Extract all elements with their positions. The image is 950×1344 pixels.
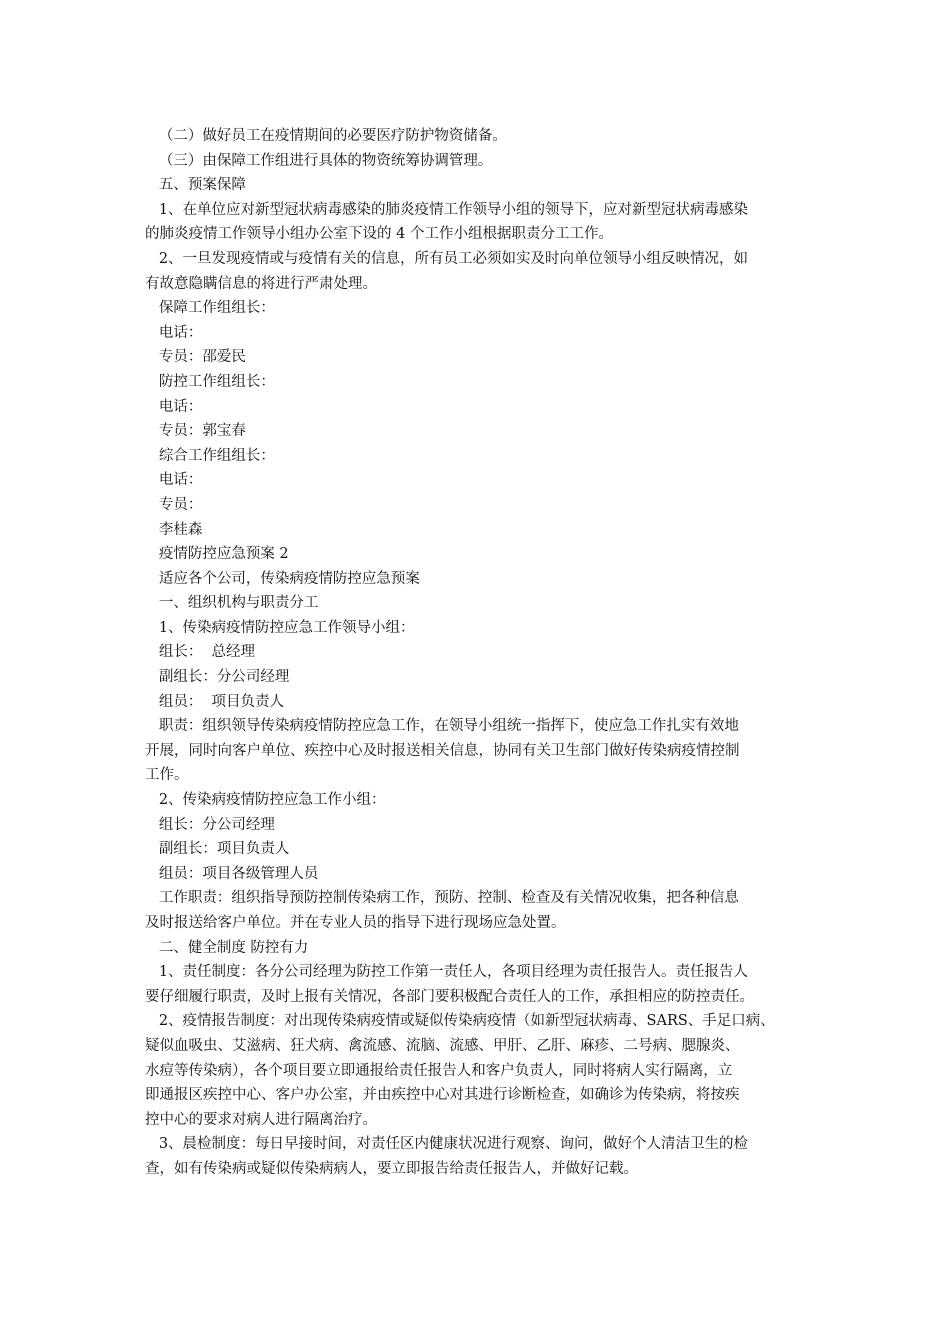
- text-line: 2、传染病疫情防控应急工作小组：: [145, 792, 386, 809]
- text-line: 查，如有传染病或疑似传染病病人，要立即报告给责任报告人，并做好记载。: [145, 1160, 638, 1177]
- text-line: 疑似血吸虫、艾滋病、狂犬病、禽流感、流脑、流感、甲肝、乙肝、麻疹、二号病、腮腺炎、: [145, 1037, 740, 1054]
- text-line: 工作。: [145, 767, 189, 784]
- section-heading: 二、健全制度 防控有力: [145, 939, 309, 956]
- text-line: 电话：: [145, 324, 203, 341]
- text-line: 及时报送给客户单位。并在专业人员的指导下进行现场应急处置。: [145, 915, 566, 931]
- text-line: 有故意隐瞒信息的将进行严肃处理。: [145, 275, 377, 292]
- text-line: 1、传染病疫情防控应急工作领导小组：: [145, 619, 415, 636]
- text-line: 1、责任制度：各分公司经理为防控工作第一责任人，各项目经理为责任报告人。责任报告人: [145, 964, 749, 981]
- text-line: 2、疫情报告制度：对出现传染病疫情或疑似传染病疫情（如新型冠状病毒、SARS、手足口病、: [145, 1013, 775, 1030]
- text-line: 李桂森: [145, 521, 203, 538]
- text-line: 3、晨检制度：每日早接时间，对责任区内健康状况进行观察、询问，做好个人清洁卫生的检: [145, 1136, 749, 1153]
- section-heading: 五、预案保障: [145, 177, 246, 194]
- text-line: 2、一旦发现疫情或与疫情有关的信息，所有员工必须如实及时向单位领导小组反映情况，如: [145, 250, 749, 267]
- text-line: 水痘等传染病），各个项目要立即通报给责任报告人和客户负责人，同时将病人实行隔离，立: [145, 1062, 733, 1079]
- text-line: 职责：组织领导传染病疫情防控应急工作，在领导小组统一指挥下，使应急工作扎实有效地: [145, 718, 739, 735]
- text-line: 即通报区疾控中心、客户办公室，并由疾控中心对其进行诊断检查，如确诊为传染病，将按疾: [145, 1087, 740, 1104]
- text-line: 工作职责：组织指导预防控制传染病工作，预防、控制、检查及有关情况收集，把各种信息: [145, 890, 739, 907]
- text-line: 电话：: [145, 398, 203, 415]
- text-line: 专员：邵爱民: [145, 349, 246, 366]
- document-body: [145, 124, 815, 1182]
- text-line: 副组长：分公司经理: [145, 669, 290, 686]
- text-line: 的肺炎疫情工作领导小组办公室下设的 4 个工作小组根据职责分工工作。: [145, 226, 613, 243]
- text-line: 1、在单位应对新型冠状病毒感染的肺炎疫情工作领导小组的领导下，应对新型冠状病毒感染: [145, 201, 749, 218]
- text-line: 保障工作组组长：: [145, 300, 275, 317]
- text-line: 组员：项目各级管理人员: [145, 865, 319, 882]
- text-line: （三）由保障工作组进行具体的物资统筹协调管理。: [145, 152, 493, 169]
- text-line: 防控工作组组长：: [145, 373, 275, 390]
- text-line: （二）做好员工在疫情期间的必要医疗防护物资储备。: [145, 128, 507, 144]
- document-title: 疫情防控应急预案 2: [145, 546, 289, 563]
- text-line: 电话：: [145, 472, 203, 489]
- text-line: 适应各个公司，传染病疫情防控应急预案: [145, 570, 420, 587]
- text-line: 专员：: [145, 496, 203, 513]
- text-line: 综合工作组组长：: [145, 447, 275, 464]
- text-line: 组长： 总经理: [145, 644, 256, 661]
- text-line: 副组长：项目负责人: [145, 841, 290, 858]
- text-line: 专员：郭宝春: [145, 423, 246, 440]
- text-line: 开展，同时向客户单位、疾控中心及时报送相关信息，协同有关卫生部门做好传染病疫情控制: [145, 742, 740, 759]
- text-line: 组员： 项目负责人: [145, 693, 285, 710]
- section-heading: 一、组织机构与职责分工: [145, 595, 319, 612]
- text-line: 组长：分公司经理: [145, 816, 275, 833]
- text-line: 控中心的要求对病人进行隔离治疗。: [145, 1111, 377, 1128]
- text-line: 要仔细履行职责，及时上报有关情况，各部门要积极配合责任人的工作，承担相应的防控责任。: [145, 988, 754, 1005]
